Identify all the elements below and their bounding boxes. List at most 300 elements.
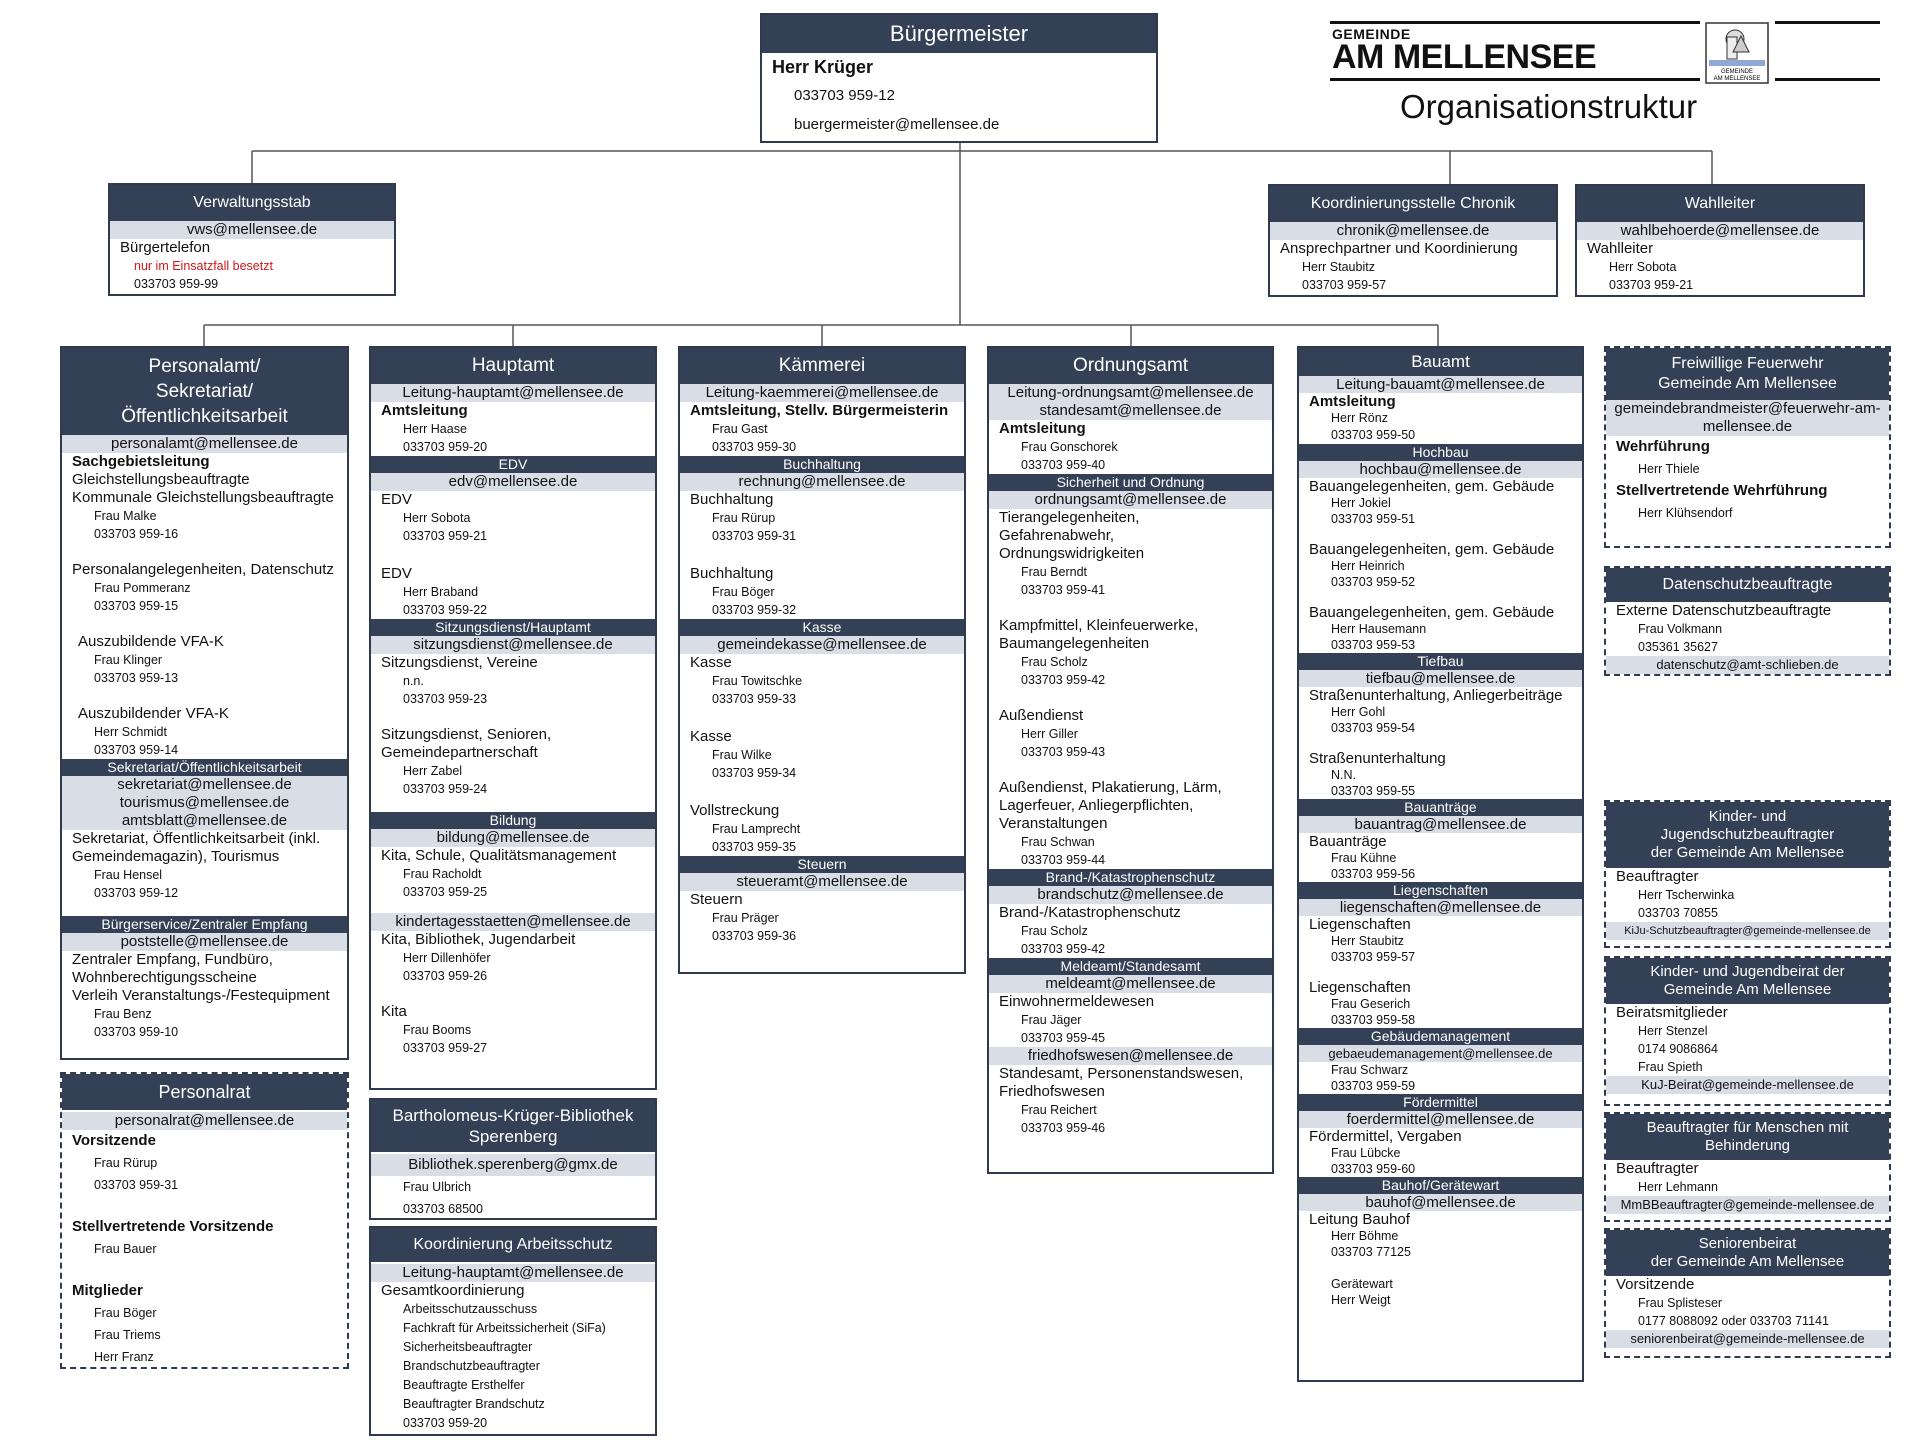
person-phone: 033703 959-14 (94, 743, 179, 757)
email-kaemmerei-leitung[interactable]: Leitung-kaemmerei@mellensee.de (680, 384, 964, 402)
wahlleiter-role: Wahlleiter (1587, 240, 1654, 257)
role-sachgebietsleitung: Sachgebietsleitung (72, 453, 210, 470)
person-phone: 033703 959-12 (94, 886, 179, 900)
svg-text:GEMEINDE: GEMEINDE (1720, 69, 1754, 75)
role-veranstaltungen: Veranstaltungen (999, 815, 1108, 832)
role-amtsleitung: Amtsleitung (999, 420, 1086, 437)
spacer (989, 761, 1272, 779)
subheader-bauhof: Bauhof/Gerätewart (1299, 1177, 1582, 1194)
arbeitsschutz-item: Fachkraft für Arbeitssicherheit (SiFa) (403, 1321, 606, 1335)
header-ordnungsamt: Ordnungsamt (989, 348, 1272, 384)
spacer (1299, 736, 1582, 750)
person-phone: 033703 959-20 (403, 440, 488, 454)
person-name: Frau Rürup (712, 511, 776, 525)
email-personalrat[interactable]: personalrat@mellensee.de (62, 1112, 347, 1130)
person-name: Frau Lübcke (1331, 1146, 1401, 1160)
label-buergertelefon: Bürgertelefon (120, 239, 211, 256)
role-amtsleitung: Amtsleitung (381, 402, 468, 419)
email-personalamt[interactable]: personalamt@mellensee.de (62, 435, 347, 453)
header-kaemmerei: Kämmerei (680, 348, 964, 384)
subheader-steuern: Steuern (680, 856, 964, 873)
logo-rule-top-right (1775, 21, 1880, 24)
header-hauptamt: Hauptamt (371, 348, 655, 384)
role-kita: Kita (381, 1003, 407, 1020)
role-wohnberechtigung: Wohnberechtigungsscheine (72, 969, 257, 986)
email-feuerwehr[interactable]: gemeindebrandmeister@feuerwehr-am- mellensee.de (1606, 400, 1889, 436)
person-name: Herr Hausemann (1331, 622, 1427, 636)
role-vorsitzende: Vorsitzende (72, 1132, 156, 1149)
spacer (62, 543, 347, 561)
role-datenschutz: Externe Datenschutzbeauftragte (1616, 602, 1832, 619)
person-phone: 033703 959-53 (1331, 638, 1416, 652)
role-aussendienst: Außendienst (999, 707, 1084, 724)
role-buchhaltung: Buchhaltung (690, 491, 774, 508)
email-behinderung[interactable]: MmBBeauftragter@gemeinde-mellensee.de (1606, 1196, 1889, 1214)
role-gleichstellung: Gleichstellungsbeauftragte (72, 471, 250, 488)
role-kita-bibliothek: Kita, Bibliothek, Jugendarbeit (381, 931, 576, 948)
person-phone: 033703 959-26 (403, 969, 488, 983)
role-kita-schule: Kita, Schule, Qualitätsmanagement (381, 847, 617, 864)
box-buergermeister (760, 13, 1158, 143)
person-name: Frau Böger (712, 585, 775, 599)
subheader-sitzungsdienst: Sitzungsdienst/Hauptamt (371, 619, 655, 636)
email-tourismus[interactable]: tourismus@mellensee.de (62, 794, 347, 812)
svg-text:AM MELLENSEE: AM MELLENSEE (1713, 76, 1761, 82)
email-bauamt-leitung[interactable]: Leitung-bauamt@mellensee.de (1299, 376, 1582, 393)
email-sitzungsdienst[interactable]: sitzungsdienst@mellensee.de (371, 636, 655, 654)
person-name: Frau Splisteser (1638, 1296, 1723, 1310)
wahlleiter-name: Herr Sobota (1609, 260, 1677, 274)
subheader-katastrophenschutz: Brand-/Katastrophenschutz (989, 869, 1272, 886)
arbeitsschutz-item: Arbeitsschutzausschuss (403, 1302, 538, 1316)
email-rechnung[interactable]: rechnung@mellensee.de (680, 473, 964, 491)
person-name: Herr Heinrich (1331, 559, 1405, 573)
role-strassenunterhaltung: Straßenunterhaltung (1309, 750, 1446, 767)
role-einwohnermeldewesen: Einwohnermeldewesen (999, 993, 1155, 1010)
person-phone: 033703 959-33 (712, 692, 797, 706)
person-name: Frau Schwarz (1331, 1063, 1409, 1077)
header-personalamt: Personalamt/ Sekretariat/ Öffentlichkeitsarbeit (62, 348, 347, 435)
role-sitzungsdienst: Sitzungsdienst, Vereine (381, 654, 538, 671)
email-poststelle[interactable]: poststelle@mellensee.de (62, 933, 347, 951)
role-katastrophenschutz: Brand-/Katastrophenschutz (999, 904, 1181, 921)
person-phone: 0174 9086864 (1638, 1042, 1718, 1056)
person-name: Herr Klühsendorf (1638, 506, 1733, 520)
header-verwaltungsstab: Verwaltungsstab (110, 185, 394, 221)
person-phone: 033703 959-31 (712, 529, 797, 543)
person-name: n.n. (403, 674, 424, 688)
spacer (62, 902, 347, 916)
logo-rule-bottom-right (1775, 78, 1880, 81)
email-bildung[interactable]: bildung@mellensee.de (371, 829, 655, 847)
role-beauftragter: Beauftragter (1616, 1160, 1699, 1177)
person-name: Frau Volkmann (1638, 622, 1723, 636)
note-einsatzfall: nur im Einsatzfall besetzt (134, 259, 273, 273)
role-bauangelegenheiten: Bauangelegenheiten, gem. Gebäude (1309, 541, 1555, 558)
box-chronik (1268, 184, 1558, 297)
role-gemeindepartnerschaft: Gemeindepartnerschaft (381, 744, 538, 761)
role-edv: EDV (381, 491, 412, 508)
box-arbeitsschutz (369, 1226, 657, 1436)
role-personalangelegenheiten: Personalangelegenheiten, Datenschutz (72, 561, 334, 578)
arbeitsschutz-item: Brandschutzbeauftragter (403, 1359, 540, 1373)
email-liegenschaften[interactable]: liegenschaften@mellensee.de (1299, 899, 1582, 916)
role-beiratsmitglieder: Beiratsmitglieder (1616, 1004, 1728, 1021)
spacer (1299, 590, 1582, 604)
person-phone: 033703 959-46 (1021, 1121, 1106, 1135)
email-kinderschutz[interactable]: KiJu-Schutzbeauftragter@gemeinde-mellensee.de (1606, 922, 1889, 940)
role-baumangelegenheiten: Baumangelegenheiten (999, 635, 1150, 652)
subheader-edv: EDV (371, 456, 655, 473)
email-ordnungsamt[interactable]: ordnungsamt@mellensee.de (989, 491, 1272, 509)
person-name: Herr Sobota (403, 511, 471, 525)
email-brandschutz[interactable]: brandschutz@mellensee.de (989, 886, 1272, 904)
role-vollstreckung: Vollstreckung (690, 802, 780, 819)
box-kaemmerei (678, 346, 966, 974)
role-wehrfuehrung: Wehrführung (1616, 438, 1710, 455)
header-feuerwehr: Freiwillige Feuerwehr Gemeinde Am Mellensee (1606, 348, 1889, 400)
email-steueramt[interactable]: steueramt@mellensee.de (680, 873, 964, 891)
person-name: N.N. (1331, 768, 1356, 782)
person-phone: 033703 959-10 (94, 1025, 179, 1039)
role-kasse: Kasse (690, 728, 732, 745)
buergermeister-phone: 033703 959-12 (794, 87, 895, 104)
person-phone: 033703 959-52 (1331, 575, 1416, 589)
email-gebaeudemanagement[interactable]: gebaeudemanagement@mellensee.de (1299, 1045, 1582, 1062)
logo-gemeinde: GEMEINDE (1332, 26, 1411, 42)
person-name: Frau Kühne (1331, 851, 1397, 865)
header-behinderung: Beauftragter für Menschen mit Behinderung (1606, 1114, 1889, 1160)
email-amtsblatt[interactable]: amtsblatt@mellensee.de (62, 812, 347, 830)
role-sitzungsdienst: Sitzungsdienst, Senioren, (381, 726, 552, 743)
spacer (62, 1196, 347, 1216)
person-phone: 033703 959-57 (1331, 950, 1416, 964)
spacer (680, 545, 964, 565)
person-name: Frau Geserich (1331, 997, 1411, 1011)
role-steuern: Steuern (690, 891, 743, 908)
role-bauangelegenheiten: Bauangelegenheiten, gem. Gebäude (1309, 478, 1555, 495)
person-name: Herr Tscherwinka (1638, 888, 1735, 902)
header-datenschutz: Datenschutzbeauftragte (1606, 568, 1889, 602)
person-name: Frau Klinger (94, 653, 163, 667)
person-name: Frau Präger (712, 911, 779, 925)
box-hauptamt (369, 346, 657, 1090)
person-name: Frau Jäger (1021, 1013, 1082, 1027)
spacer (62, 615, 347, 633)
logo-rule-top (1330, 21, 1700, 24)
email-seniorenbeirat[interactable]: seniorenbeirat@gemeinde-mellensee.de (1606, 1330, 1889, 1348)
email-datenschutz[interactable]: datenschutz@amt-schlieben.de (1606, 656, 1889, 674)
email-verwaltungsstab[interactable]: vws@mellensee.de (110, 221, 394, 239)
role-mitglieder: Mitglieder (72, 1282, 143, 1299)
box-behinderung (1604, 1112, 1891, 1222)
logo-name: AM MELLENSEE (1332, 38, 1597, 76)
role-sekretariat-cont: Gemeindemagazin), Tourismus (72, 848, 280, 865)
email-kindertagesstaetten[interactable]: kindertagesstaetten@mellensee.de (371, 913, 655, 931)
header-jugendbeirat: Kinder- und Jugendbeirat der Gemeinde Am Mellensee (1606, 958, 1889, 1004)
email-bauantrag[interactable]: bauantrag@mellensee.de (1299, 816, 1582, 833)
person-phone: 033703 959-50 (1331, 428, 1416, 442)
role-amtsleitung: Amtsleitung, Stellv. Bürgermeisterin (690, 402, 949, 419)
person-name: Frau Booms (403, 1023, 472, 1037)
email-arbeitsschutz[interactable]: Leitung-hauptamt@mellensee.de (371, 1264, 655, 1282)
subheader-buchhaltung: Buchhaltung (680, 456, 964, 473)
person-phone: 033703 959-31 (94, 1178, 179, 1192)
role-empfang: Zentraler Empfang, Fundbüro, (72, 951, 273, 968)
page-title: Organisationstruktur (1400, 88, 1698, 125)
spacer (1299, 965, 1582, 979)
role-bauantraege: Bauanträge (1309, 833, 1387, 850)
box-bauamt (1297, 346, 1584, 1382)
chronik-role: Ansprechpartner und Koordinierung (1280, 240, 1518, 257)
email-sekretariat[interactable]: sekretariat@mellensee.de (62, 776, 347, 794)
person-phone: 033703 959-43 (1021, 745, 1106, 759)
email-foerdermittel[interactable]: foerdermittel@mellensee.de (1299, 1111, 1582, 1128)
role-buchhaltung: Buchhaltung (690, 565, 774, 582)
person-name: Frau Gonschorek (1021, 440, 1118, 454)
person-phone: 033703 959-55 (1331, 784, 1416, 798)
box-bibliothek (369, 1098, 657, 1220)
email-standesamt[interactable]: standesamt@mellensee.de (989, 402, 1272, 420)
role-vorsitzende: Vorsitzende (1616, 1276, 1695, 1293)
person-name: Frau Triems (94, 1328, 161, 1342)
spacer (680, 782, 964, 802)
person-phone: 033703 959-21 (403, 529, 488, 543)
person-name: Frau Benz (94, 1007, 152, 1021)
spacer (371, 798, 655, 812)
person-name: Herr Dillenhöfer (403, 951, 491, 965)
person-name: Frau Scholz (1021, 655, 1088, 669)
spacer (1299, 527, 1582, 541)
subheader-meldeamt: Meldeamt/Standesamt (989, 958, 1272, 975)
person-phone: 033703 959-15 (94, 599, 179, 613)
email-hauptamt-leitung[interactable]: Leitung-hauptamt@mellensee.de (371, 384, 655, 402)
box-personalamt (60, 346, 349, 1060)
subheader-sekretariat: Sekretariat/Öffentlichkeitsarbeit (62, 759, 347, 776)
role-liegenschaften: Liegenschaften (1309, 916, 1411, 933)
role-kommunale-gleichstellung: Kommunale Gleichstellungsbeauftragte (72, 489, 334, 506)
box-wahlleiter (1575, 184, 1865, 297)
box-datenschutz (1604, 566, 1891, 676)
header-bauamt: Bauamt (1299, 348, 1582, 376)
person-phone: 033703 959-34 (712, 766, 797, 780)
subheader-hochbau: Hochbau (1299, 444, 1582, 461)
person-phone: 033703 959-40 (1021, 458, 1106, 472)
subheader-tiefbau: Tiefbau (1299, 653, 1582, 670)
role-verleih: Verleih Veranstaltungs-/Festequipment (72, 987, 330, 1004)
person-phone: 033703 959-56 (1331, 867, 1416, 881)
person-phone: 033703 77125 (1331, 1245, 1411, 1259)
person-name: Herr Giller (1021, 727, 1078, 741)
role-auszubildender: Auszubildender VFA-K (78, 705, 229, 722)
email-tiefbau[interactable]: tiefbau@mellensee.de (1299, 670, 1582, 687)
person-phone: 033703 959-42 (1021, 942, 1106, 956)
person-name: Frau Bauer (94, 1242, 157, 1256)
email-gemeindekasse[interactable]: gemeindekasse@mellensee.de (680, 636, 964, 654)
person-name: Frau Berndt (1021, 565, 1088, 579)
box-kinderschutz (1604, 800, 1891, 948)
person-name: Frau Racholdt (403, 867, 482, 881)
role-tierangelegenheiten: Tierangelegenheiten, (999, 509, 1140, 526)
arbeitsschutz-item: Sicherheitsbeauftragter (403, 1340, 533, 1354)
role-friedhofswesen: Friedhofswesen (999, 1083, 1105, 1100)
person-name: Frau Scholz (1021, 924, 1088, 938)
wahlleiter-phone: 033703 959-21 (1609, 278, 1694, 292)
box-personalrat (60, 1072, 349, 1369)
subheader-buergerservice: Bürgerservice/Zentraler Empfang (62, 916, 347, 933)
email-hochbau[interactable]: hochbau@mellensee.de (1299, 461, 1582, 478)
arbeitsschutz-item: Beauftragte Ersthelfer (403, 1378, 525, 1392)
spacer (371, 708, 655, 726)
role-kampfmittel: Kampfmittel, Kleinfeuerwerke, (999, 617, 1199, 634)
chronik-name: Herr Staubitz (1302, 260, 1375, 274)
person-name: Herr Schmidt (94, 725, 167, 739)
email-wahlleiter[interactable]: wahlbehoerde@mellensee.de (1577, 222, 1863, 240)
person-phone: 033703 959-60 (1331, 1162, 1416, 1176)
role-sekretariat: Sekretariat, Öffentlichkeitsarbeit (inkl. (72, 830, 321, 847)
role-auszubildende: Auszubildende VFA-K (78, 633, 224, 650)
subheader-bauantraege: Bauanträge (1299, 799, 1582, 816)
person-name: Herr Rönz (1331, 411, 1388, 425)
box-jugendbeirat (1604, 956, 1891, 1106)
box-seniorenbeirat (1604, 1228, 1891, 1358)
role-amtsleitung: Amtsleitung (1309, 393, 1396, 410)
role-aussendienst-plakatierung: Außendienst, Plakatierung, Lärm, (999, 779, 1222, 796)
email-edv[interactable]: edv@mellensee.de (371, 473, 655, 491)
role-strassenunterhaltung: Straßenunterhaltung, Anliegerbeiträge (1309, 687, 1563, 704)
person-phone: 0177 8088092 oder 033703 71141 (1638, 1314, 1829, 1328)
role-liegenschaften: Liegenschaften (1309, 979, 1411, 996)
person-phone: 033703 68500 (403, 1202, 483, 1216)
email-jugendbeirat[interactable]: KuJ-Beirat@gemeinde-mellensee.de (1606, 1076, 1889, 1094)
person-name: Frau Gast (712, 422, 768, 436)
role-edv: EDV (381, 565, 412, 582)
person-phone: 033703 959-59 (1331, 1079, 1416, 1093)
box-ordnungsamt (987, 346, 1274, 1174)
spacer (371, 901, 655, 913)
spacer (989, 599, 1272, 617)
header-buergermeister: Bürgermeister (762, 15, 1156, 53)
spacer (371, 545, 655, 565)
person-phone: 033703 959-51 (1331, 512, 1416, 526)
person-name: Herr Stenzel (1638, 1024, 1708, 1038)
header-kinderschutz: Kinder- und Jugendschutzbeauftragter der Gemeinde Am Mellensee (1606, 802, 1889, 868)
email-meldeamt[interactable]: meldeamt@mellensee.de (989, 975, 1272, 993)
person-phone: 033703 959-25 (403, 885, 488, 899)
role-beauftragter: Beauftragter (1616, 868, 1699, 885)
person-name: Herr Gohl (1331, 705, 1386, 719)
person-name: Herr Thiele (1638, 462, 1700, 476)
logo-rule-bottom (1330, 78, 1700, 81)
person-name: Frau Ulbrich (403, 1180, 472, 1194)
role-stellv-wehrfuehrung: Stellvertretende Wehrführung (1616, 482, 1828, 499)
email-friedhofswesen[interactable]: friedhofswesen@mellensee.de (989, 1047, 1272, 1065)
header-chronik: Koordinierungsstelle Chronik (1270, 186, 1556, 222)
phone-verwaltungsstab: 033703 959-99 (134, 277, 219, 291)
person-phone: 033703 959-58 (1331, 1013, 1416, 1027)
person-name: Herr Lehmann (1638, 1180, 1718, 1194)
person-phone: 033703 959-16 (94, 527, 179, 541)
header-bibliothek: Bartholomeus-Krüger-Bibliothek Sperenberg (371, 1100, 655, 1152)
subheader-liegenschaften: Liegenschaften (1299, 882, 1582, 899)
person-phone: 033703 959-36 (712, 929, 797, 943)
person-name: Herr Böhme (1331, 1229, 1399, 1243)
person-phone: 033703 959-27 (403, 1041, 488, 1055)
header-wahlleiter: Wahlleiter (1577, 186, 1863, 222)
role-gefahrenabwehr: Gefahrenabwehr, (999, 527, 1115, 544)
spacer (62, 687, 347, 705)
person-name: Frau Pommeranz (94, 581, 191, 595)
person-name: Herr Haase (403, 422, 467, 436)
person-phone: 033703 959-23 (403, 692, 488, 706)
subheader-gebaeudemanagement: Gebäudemanagement (1299, 1028, 1582, 1045)
role-stellv-vorsitzende: Stellvertretende Vorsitzende (72, 1218, 274, 1235)
person-phone: 033703 959-32 (712, 603, 797, 617)
person-name: Frau Towitschke (712, 674, 803, 688)
person-name: Frau Wilke (712, 748, 772, 762)
person-phone: 033703 959-44 (1021, 853, 1106, 867)
person-phone: 033703 959-45 (1021, 1031, 1106, 1045)
person-name: Frau Reichert (1021, 1103, 1097, 1117)
subheader-bildung: Bildung (371, 812, 655, 829)
role-geraetewart: Gerätewart (1331, 1277, 1393, 1291)
role-kasse: Kasse (690, 654, 732, 671)
role-lagerfeuer: Lagerfeuer, Anliegerpflichten, (999, 797, 1194, 814)
person-phone: 033703 959-13 (94, 671, 179, 685)
person-name: Herr Braband (403, 585, 479, 599)
role-ordnungswidrigkeiten: Ordnungswidrigkeiten (999, 545, 1145, 562)
box-feuerwehr (1604, 346, 1891, 548)
role-gesamtkoordinierung: Gesamtkoordinierung (381, 1282, 525, 1299)
person-phone: 033703 70855 (1638, 906, 1718, 920)
person-phone: 033703 959-54 (1331, 721, 1416, 735)
person-name: Frau Schwan (1021, 835, 1095, 849)
person-name: Frau Böger (94, 1306, 157, 1320)
header-arbeitsschutz: Koordinierung Arbeitsschutz (371, 1228, 655, 1262)
email-bibliothek[interactable]: Bibliothek.sperenberg@gmx.de (371, 1154, 655, 1176)
person-name: Frau Hensel (94, 868, 163, 882)
person-phone: 033703 959-22 (403, 603, 488, 617)
person-phone: 033703 959-24 (403, 782, 488, 796)
municipality-emblem-icon (1705, 22, 1769, 84)
spacer (62, 1260, 347, 1280)
header-seniorenbeirat: Seniorenbeirat der Gemeinde Am Mellensee (1606, 1230, 1889, 1276)
person-name: Herr Weigt (1331, 1293, 1391, 1307)
person-name: Herr Staubitz (1331, 934, 1404, 948)
header-personalrat: Personalrat (62, 1074, 347, 1110)
person-name: Herr Franz (94, 1350, 154, 1364)
person-name: Frau Lamprecht (712, 822, 801, 836)
email-ordnungsamt-leitung[interactable]: Leitung-ordnungsamt@mellensee.de (989, 384, 1272, 402)
person-phone: 033703 959-20 (403, 1416, 488, 1430)
email-bauhof[interactable]: bauhof@mellensee.de (1299, 1194, 1582, 1211)
role-leitung-bauhof: Leitung Bauhof (1309, 1211, 1410, 1228)
role-foerdermittel: Fördermittel, Vergaben (1309, 1128, 1462, 1145)
buergermeister-email[interactable]: buergermeister@mellensee.de (794, 116, 1000, 133)
person-name: Herr Jokiel (1331, 496, 1391, 510)
person-phone: 033703 959-41 (1021, 583, 1106, 597)
subheader-kasse: Kasse (680, 619, 964, 636)
person-phone: 033703 959-35 (712, 840, 797, 854)
person-name: Frau Malke (94, 509, 157, 523)
spacer (371, 985, 655, 1003)
person-phone: 035361 35627 (1638, 640, 1718, 654)
subheader-foerdermittel: Fördermittel (1299, 1094, 1582, 1111)
role-bauangelegenheiten: Bauangelegenheiten, gem. Gebäude (1309, 604, 1555, 621)
chronik-phone: 033703 959-57 (1302, 278, 1387, 292)
email-chronik[interactable]: chronik@mellensee.de (1270, 222, 1556, 240)
spacer (680, 708, 964, 728)
